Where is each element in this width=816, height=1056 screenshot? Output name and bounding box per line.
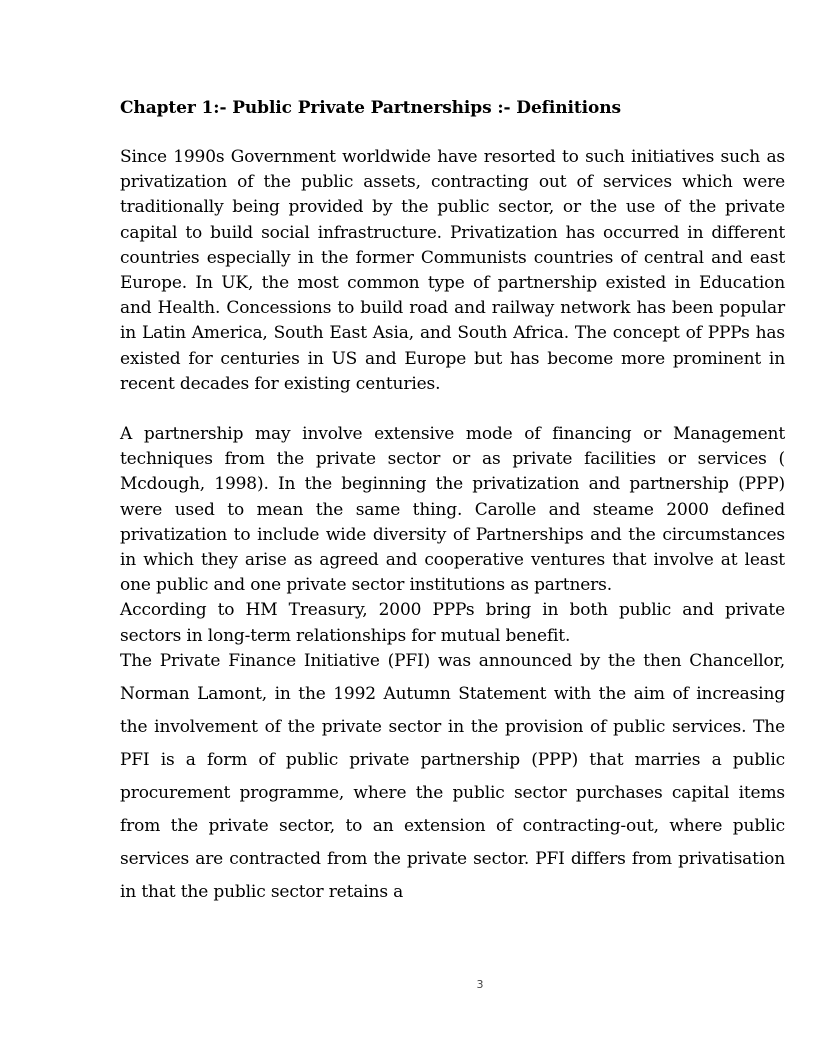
paragraph-pfi: The Private Finance Initiative (PFI) was announced by the then Chancellor, Norman Lamont, in the 1992 Autumn Statement with the aim of increasing the involvement of the private sector in the provision of public services. The PFI is a form of public private partnership (PPP) that marries a public procurement programme, where the public sector purchases capital items from the private sector, to an extension of contracting-out, where public services are contracted from the private sector. PFI differs from privatisation in that the public sector retains a <box>120 650 785 902</box>
paragraph-partnership: A partnership may involve extensive mode of financing or Management techniques from the private sector or as private facilities or services ( Mcdough, 1998). In the beginning the privatization and partnership (PPP) were used to mean the same thing. Carolle and steame 2000 defined privatization to include wide diversity of Partnerships and the circumstances in which they arise as agreed and cooperative ventures that involve at least one public and one private sector institutions as partners. <box>120 424 785 596</box>
chapter-heading: Chapter 1:- Public Private Partnerships :- Definitions <box>120 98 621 118</box>
document-page <box>120 96 785 909</box>
page-number: 3 <box>476 978 484 991</box>
paragraph-hm-treasury: According to HM Treasury, 2000 PPPs bring in both public and private sectors in long-term relationships for mutual benefit. <box>120 600 785 646</box>
paragraph-intro: Since 1990s Government worldwide have resorted to such initiatives such as privatization of the public assets, contracting out of services which were traditionally being provided by the public sector, or the use of the private capital to build social infrastructure. Privatization has occurred in different countries especially in the former Communists countries of central and east Europe. In UK, the most common type of partnership existed in Education and Health. Concessions to build road and railway network has been popular in Latin America, South East Asia, and South Africa. The concept of PPPs has existed for centuries in US and Europe but has become more prominent in recent decades for existing centuries. <box>120 147 785 394</box>
